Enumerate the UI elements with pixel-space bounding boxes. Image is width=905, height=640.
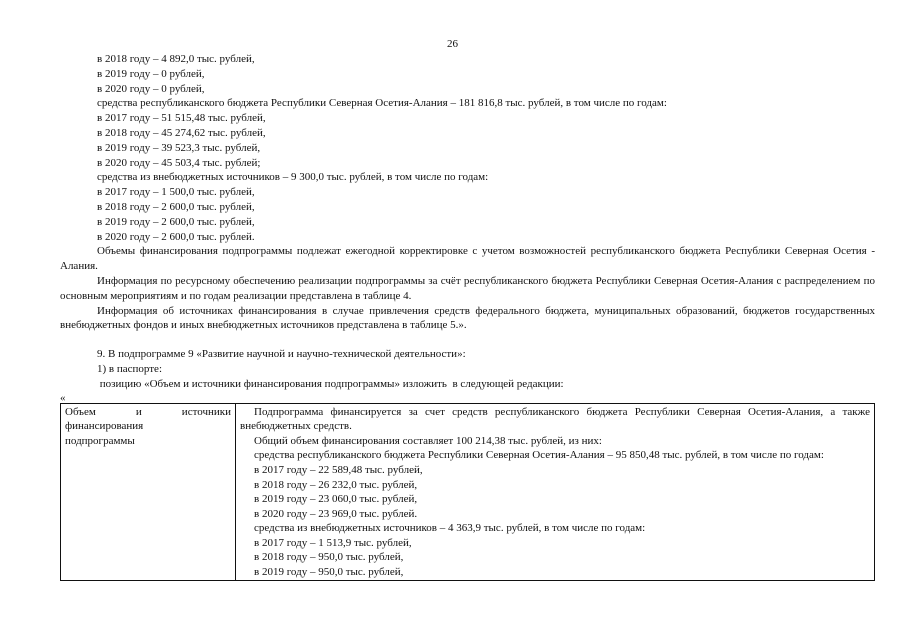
text-line: в 2019 году – 2 600,0 тыс. рублей, (97, 215, 255, 228)
section-item: 1) в паспорте: (97, 362, 162, 375)
table-row (61, 403, 875, 580)
cell-line: в 2017 году – 1 513,9 тыс. рублей, (254, 536, 412, 549)
cell-paragraph: Общий объем финансирования составляет 100 214,38 тыс. рублей, из них: (254, 434, 602, 447)
cell-line: в 2020 году – 23 969,0 тыс. рублей. (254, 507, 418, 520)
page-number: 26 (447, 38, 458, 50)
section-heading: 9. В подпрограмме 9 «Развитие научной и научно-технической деятельности»: (97, 348, 466, 361)
text-line: в 2018 году – 45 274,62 тыс. рублей, (97, 126, 266, 139)
open-quote: « (60, 391, 66, 404)
text-line: в 2020 году – 0 рублей, (97, 82, 205, 95)
cell-label-line: подпрограммы (65, 434, 135, 447)
text-line: в 2017 году – 51 515,48 тыс. рублей, (97, 112, 266, 125)
cell-paragraph: средства из внебюджетных источников – 4 363,9 тыс. рублей, в том числе по годам: (254, 522, 646, 535)
text-line: в 2020 году – 45 503,4 тыс. рублей; (97, 156, 261, 169)
table-cell-label (61, 403, 236, 580)
table-cell-content (236, 403, 875, 580)
cell-paragraph: Подпрограмма финансируется за счет средств республиканского бюджета Республики Северная Осетия-Алания, а также внебюджетных средств. (240, 405, 870, 433)
text-line: в 2018 году – 2 600,0 тыс. рублей, (97, 200, 255, 213)
text-line: в 2020 году – 2 600,0 тыс. рублей. (97, 230, 255, 243)
text-line: в 2019 году – 39 523,3 тыс. рублей, (97, 141, 261, 154)
cell-line: в 2018 году – 950,0 тыс. рублей, (254, 551, 404, 564)
cell-line: в 2018 году – 26 232,0 тыс. рублей, (254, 478, 418, 491)
cell-line: в 2017 году – 22 589,48 тыс. рублей, (254, 463, 423, 476)
text-line: в 2019 году – 0 рублей, (97, 67, 205, 80)
cell-paragraph: средства республиканского бюджета Республики Северная Осетия-Алания – 95 850,48 тыс. рублей, в том числе по годам: (254, 449, 824, 462)
text-line: средства республиканского бюджета Республики Северная Осетия-Алания – 181 816,8 тыс. рублей, в том числе по годам: (97, 97, 667, 110)
cell-label-line: финансирования (65, 420, 144, 433)
cell-label-line: Объем и источники (65, 405, 231, 418)
section-item: позицию «Объем и источники финансирования подпрограммы» изложить в следующей редакции: (97, 377, 564, 390)
document-body (60, 52, 875, 581)
passport-table (60, 403, 875, 581)
text-line: средства из внебюджетных источников – 9 300,0 тыс. рублей, в том числе по годам: (97, 171, 489, 184)
cell-line: в 2019 году – 950,0 тыс. рублей, (254, 566, 404, 579)
paragraph-table-4: Информация по ресурсному обеспечению реализации подпрограммы за счёт республиканского бюджета Республики Северная Осетия-Алания с распределением по основным мероприятиям и по годам реализации представлена в таблице 4. (60, 274, 875, 302)
text-line: в 2017 году – 1 500,0 тыс. рублей, (97, 186, 255, 199)
cell-line: в 2019 году – 23 060,0 тыс. рублей, (254, 493, 418, 506)
paragraph-adjustment: Объемы финансирования подпрограммы подлежат ежегодной корректировке с учетом возможностей республиканского бюджета Республики Северная Осетия - Алания. (60, 245, 875, 273)
text-line: в 2018 году – 4 892,0 тыс. рублей, (97, 53, 255, 65)
paragraph-table-5: Информация об источниках финансирования в случае привлечения средств федерального бюджета, муниципальных образований, бюджетов государственных внебюджетных фондов и иных внебюджетных источников представлена в таблице 5.». (60, 304, 875, 332)
